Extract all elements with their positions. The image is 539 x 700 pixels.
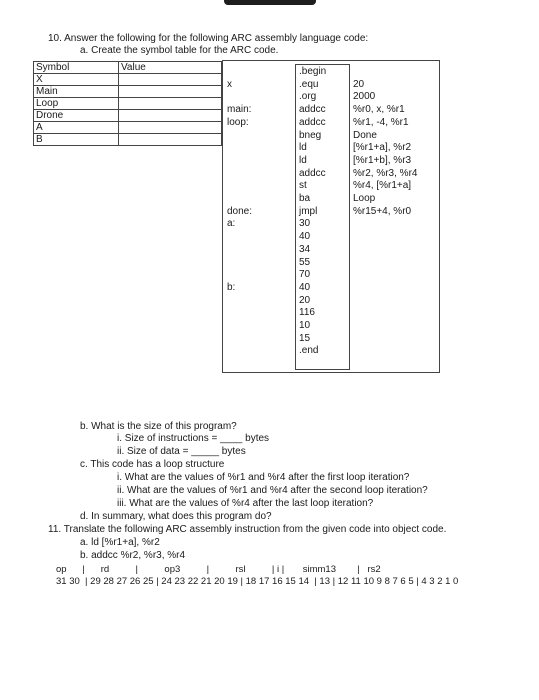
q11-part-a: a. ld [%r1+a], %r2	[80, 537, 160, 548]
code-line	[223, 282, 439, 294]
symbol-row	[34, 86, 222, 98]
code-line	[223, 345, 439, 357]
instruction-format-bits: 31 30 | 29 28 27 26 25 | 24 23 22 21 20 19 | 18 17 16 15 14 | 13 | 12 11 10 9 8 7 6 5 | 4 3 2 1 0	[56, 576, 459, 587]
code-line	[223, 244, 439, 256]
code-line	[223, 206, 439, 218]
code-mnemonic: 40	[299, 281, 311, 293]
code-mnemonic: jmpl	[299, 205, 318, 217]
code-line	[223, 295, 439, 307]
symbol-cell: Loop	[34, 98, 119, 110]
code-mnemonic: 34	[299, 243, 311, 255]
code-line	[223, 269, 439, 281]
symbol-cell: A	[34, 122, 119, 134]
symbol-row	[34, 110, 222, 122]
q10-part-a: a. Create the symbol table for the ARC code.	[80, 45, 279, 56]
q10-part-c-i: i. What are the values of %r1 and %r4 after the first loop iteration?	[117, 472, 410, 483]
symbol-cell: Drone	[34, 110, 119, 122]
value-cell	[119, 86, 222, 98]
code-mnemonic: .begin	[299, 66, 327, 77]
symbol-row	[34, 98, 222, 110]
symbol-row	[34, 122, 222, 134]
part-b-i-blank: ____	[220, 433, 243, 444]
code-mnemonic: addcc	[299, 167, 326, 179]
code-line	[223, 180, 439, 192]
symbol-cell: X	[34, 74, 119, 86]
q10-part-c: c. This code has a loop structure	[80, 459, 225, 470]
value-cell	[119, 122, 222, 134]
code-mnemonic: 40	[299, 231, 311, 243]
q11-part-b: b. addcc %r2, %r3, %r4	[80, 550, 186, 561]
q10-part-b: b. What is the size of this program?	[80, 421, 237, 432]
part-b-i-prefix: i. Size of instructions =	[117, 433, 221, 444]
instruction-format-fields: op | rd | op3 | rsl | i | simm13 | rs2	[56, 564, 381, 575]
q10-part-c-ii: ii. What are the values of %r1 and %r4 after the second loop iteration?	[117, 485, 428, 496]
part-b-ii-blank: _____	[191, 446, 220, 457]
code-operands: %r0, x, %r1	[353, 104, 405, 116]
code-line	[223, 168, 439, 180]
q10-part-d: d. In summary, what does this program do?	[80, 511, 272, 522]
symbol-row	[34, 134, 222, 146]
code-mnemonic: 30	[299, 218, 311, 230]
code-operands: 2000	[353, 91, 376, 103]
code-operands: Loop	[353, 193, 376, 204]
code-mnemonic: bneg	[299, 129, 322, 141]
code-operands: %r4, [%r1+a]	[353, 180, 412, 192]
code-mnemonic: ba	[299, 193, 311, 204]
q10-part-b-i	[117, 433, 269, 445]
symbol-cell: B	[34, 134, 119, 146]
code-mnemonic: addcc	[299, 116, 326, 128]
code-operands: %r1, -4, %r1	[353, 116, 409, 128]
code-line	[223, 320, 439, 332]
code-label: b:	[227, 281, 236, 293]
top-bar	[224, 0, 316, 5]
code-mnemonic: st	[299, 180, 307, 192]
value-cell	[119, 98, 222, 110]
code-mnemonic: 116	[299, 307, 315, 319]
code-label: done:	[227, 205, 253, 217]
code-mnemonic: ld	[299, 154, 307, 166]
code-line	[223, 104, 439, 116]
code-operands: [%r1+a], %r2	[353, 142, 412, 154]
code-mnemonic: 10	[299, 320, 311, 331]
value-cell	[119, 110, 222, 122]
code-label: loop:	[227, 116, 249, 128]
code-operands: [%r1+b], %r3	[353, 154, 412, 166]
code-line	[223, 193, 439, 205]
symbol-cell: Main	[34, 86, 119, 98]
part-b-ii-suffix: bytes	[219, 446, 246, 457]
code-mnemonic: .org	[299, 91, 317, 103]
arc-code-listing	[222, 60, 440, 373]
symbol-table	[33, 61, 222, 146]
symbol-header: Symbol	[34, 62, 119, 74]
code-line	[223, 130, 439, 142]
q10-title: 10. Answer the following for the following ARC assembly language code:	[48, 33, 369, 44]
code-label: main:	[227, 104, 252, 116]
code-line	[223, 79, 439, 91]
part-b-i-suffix: bytes	[242, 433, 270, 444]
q10-part-b-ii	[117, 446, 246, 458]
code-mnemonic: addcc	[299, 104, 326, 116]
code-mnemonic: 55	[299, 256, 311, 268]
q10-part-c-iii: iii. What are the values of %r4 after the last loop iteration?	[117, 498, 374, 509]
code-line	[223, 218, 439, 230]
code-mnemonic: 15	[299, 332, 311, 344]
code-mnemonic: .equ	[299, 78, 319, 90]
code-mnemonic: 20	[299, 294, 311, 306]
code-label: x	[227, 78, 232, 90]
code-mnemonic: ld	[299, 142, 307, 154]
code-label: a:	[227, 218, 236, 230]
code-line	[223, 231, 439, 243]
value-cell	[119, 134, 222, 146]
code-line	[223, 142, 439, 154]
code-operands: 20	[353, 78, 365, 90]
code-line	[223, 307, 439, 319]
symbol-table-header	[34, 62, 222, 74]
code-line	[223, 91, 439, 103]
part-b-ii-prefix: ii. Size of data =	[117, 446, 192, 457]
q11-title: 11. Translate the following ARC assembly instruction from the given code into object code.	[48, 524, 447, 535]
code-line	[223, 117, 439, 129]
symbol-row	[34, 74, 222, 86]
code-line	[223, 66, 439, 78]
code-line	[223, 257, 439, 269]
value-header: Value	[119, 62, 222, 74]
code-mnemonic: .end	[299, 345, 319, 357]
code-line	[223, 333, 439, 345]
code-line	[223, 155, 439, 167]
code-operands: %r2, %r3, %r4	[353, 167, 418, 179]
value-cell	[119, 74, 222, 86]
code-mnemonic: 70	[299, 269, 311, 281]
code-operands: Done	[353, 129, 377, 141]
code-operands: %r15+4, %r0	[353, 205, 412, 217]
